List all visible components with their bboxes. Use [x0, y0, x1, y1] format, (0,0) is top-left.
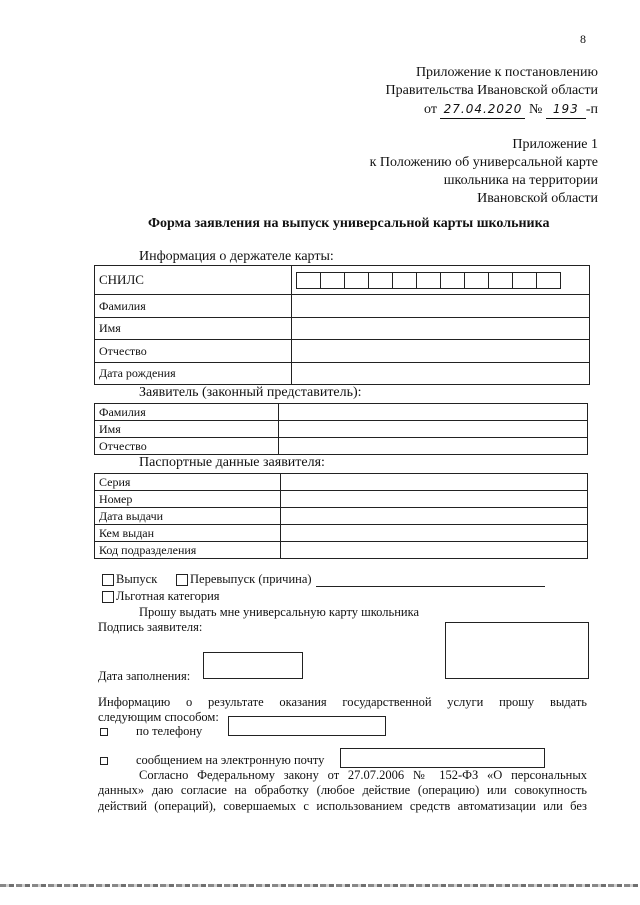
series-field[interactable]	[281, 474, 588, 491]
holder-name-field[interactable]	[292, 318, 590, 340]
holder-surname-field[interactable]	[292, 295, 590, 318]
email-label: сообщением на электронную почту	[136, 753, 325, 767]
label-holder-patronymic: Отчество	[95, 340, 292, 363]
issue-label: Выпуск	[116, 572, 158, 586]
snils-input[interactable]	[292, 266, 590, 295]
decree-number: 193	[546, 100, 586, 119]
holder-patronymic-field[interactable]	[292, 340, 590, 363]
number-field[interactable]	[281, 491, 588, 508]
signature-box[interactable]	[445, 622, 589, 679]
page-number: 8	[580, 32, 586, 46]
applicant-surname-field[interactable]	[279, 404, 588, 421]
scan-edge-artifact	[0, 884, 640, 887]
label-holder-surname: Фамилия	[95, 295, 292, 318]
issued-by-field[interactable]	[281, 525, 588, 542]
label-holder-birthdate: Дата рождения	[95, 363, 292, 385]
division-code-field[interactable]	[281, 542, 588, 559]
holder-heading: Информация о держателе карты:	[139, 249, 334, 264]
reissue-reason-line[interactable]	[316, 586, 545, 587]
decree-header: Приложение к постановлению Правительства Ивановской области от 27.04.2020 № 193 -п	[385, 65, 598, 117]
consent-line-2: данных» даю согласие на обработку (любое действие (операцию) или совокупность	[98, 783, 587, 797]
applicant-heading: Заявитель (законный представитель):	[139, 385, 362, 400]
label-applicant-patronymic: Отчество	[95, 438, 279, 455]
passport-table	[94, 473, 588, 559]
benefit-label: Льготная категория	[116, 589, 220, 603]
holder-table	[94, 265, 590, 385]
date-label: Дата заполнения:	[98, 669, 191, 683]
signature-label: Подпись заявителя:	[98, 620, 203, 634]
label-number: Номер	[95, 491, 281, 508]
decree-date: 27.04.2020	[440, 100, 525, 119]
form-title: Форма заявления на выпуск универсальной карты школьника	[148, 216, 550, 231]
phone-checkbox[interactable]	[100, 728, 108, 736]
issue-checkbox[interactable]	[102, 574, 114, 586]
applicant-patronymic-field[interactable]	[279, 438, 588, 455]
label-holder-name: Имя	[95, 318, 292, 340]
holder-birthdate-field[interactable]	[292, 363, 590, 385]
info-line-2: следующим способом:	[98, 710, 219, 724]
info-line-1: Информацию о результате оказания государственной услуги прошу выдать	[98, 695, 587, 709]
label-series: Серия	[95, 474, 281, 491]
issue-date-field[interactable]	[281, 508, 588, 525]
request-text: Прошу выдать мне универсальную карту школьника	[139, 605, 420, 619]
appendix-header: Приложение 1 к Положению об универсальной карте школьника на территории Ивановской области	[369, 137, 598, 206]
label-snils: СНИЛС	[95, 266, 292, 295]
label-issue-date: Дата выдачи	[95, 508, 281, 525]
label-applicant-name: Имя	[95, 421, 279, 438]
label-division-code: Код подразделения	[95, 542, 281, 559]
fill-date-box[interactable]	[203, 652, 303, 679]
benefit-checkbox[interactable]	[102, 591, 114, 603]
phone-label: по телефону	[136, 724, 203, 738]
email-field[interactable]	[340, 748, 545, 768]
label-issued-by: Кем выдан	[95, 525, 281, 542]
phone-field[interactable]	[228, 716, 386, 736]
reissue-checkbox[interactable]	[176, 574, 188, 586]
applicant-name-field[interactable]	[279, 421, 588, 438]
passport-heading: Паспортные данные заявителя:	[139, 455, 325, 470]
label-applicant-surname: Фамилия	[95, 404, 279, 421]
email-checkbox[interactable]	[100, 757, 108, 765]
reissue-label: Перевыпуск (причина)	[190, 572, 312, 586]
consent-line-1: Согласно Федеральному закону от 27.07.2006 № 152-ФЗ «О персональных	[139, 768, 587, 782]
applicant-table	[94, 403, 588, 455]
consent-line-3: действий (операций), совершаемых с использованием средств автоматизации или без	[98, 799, 587, 813]
